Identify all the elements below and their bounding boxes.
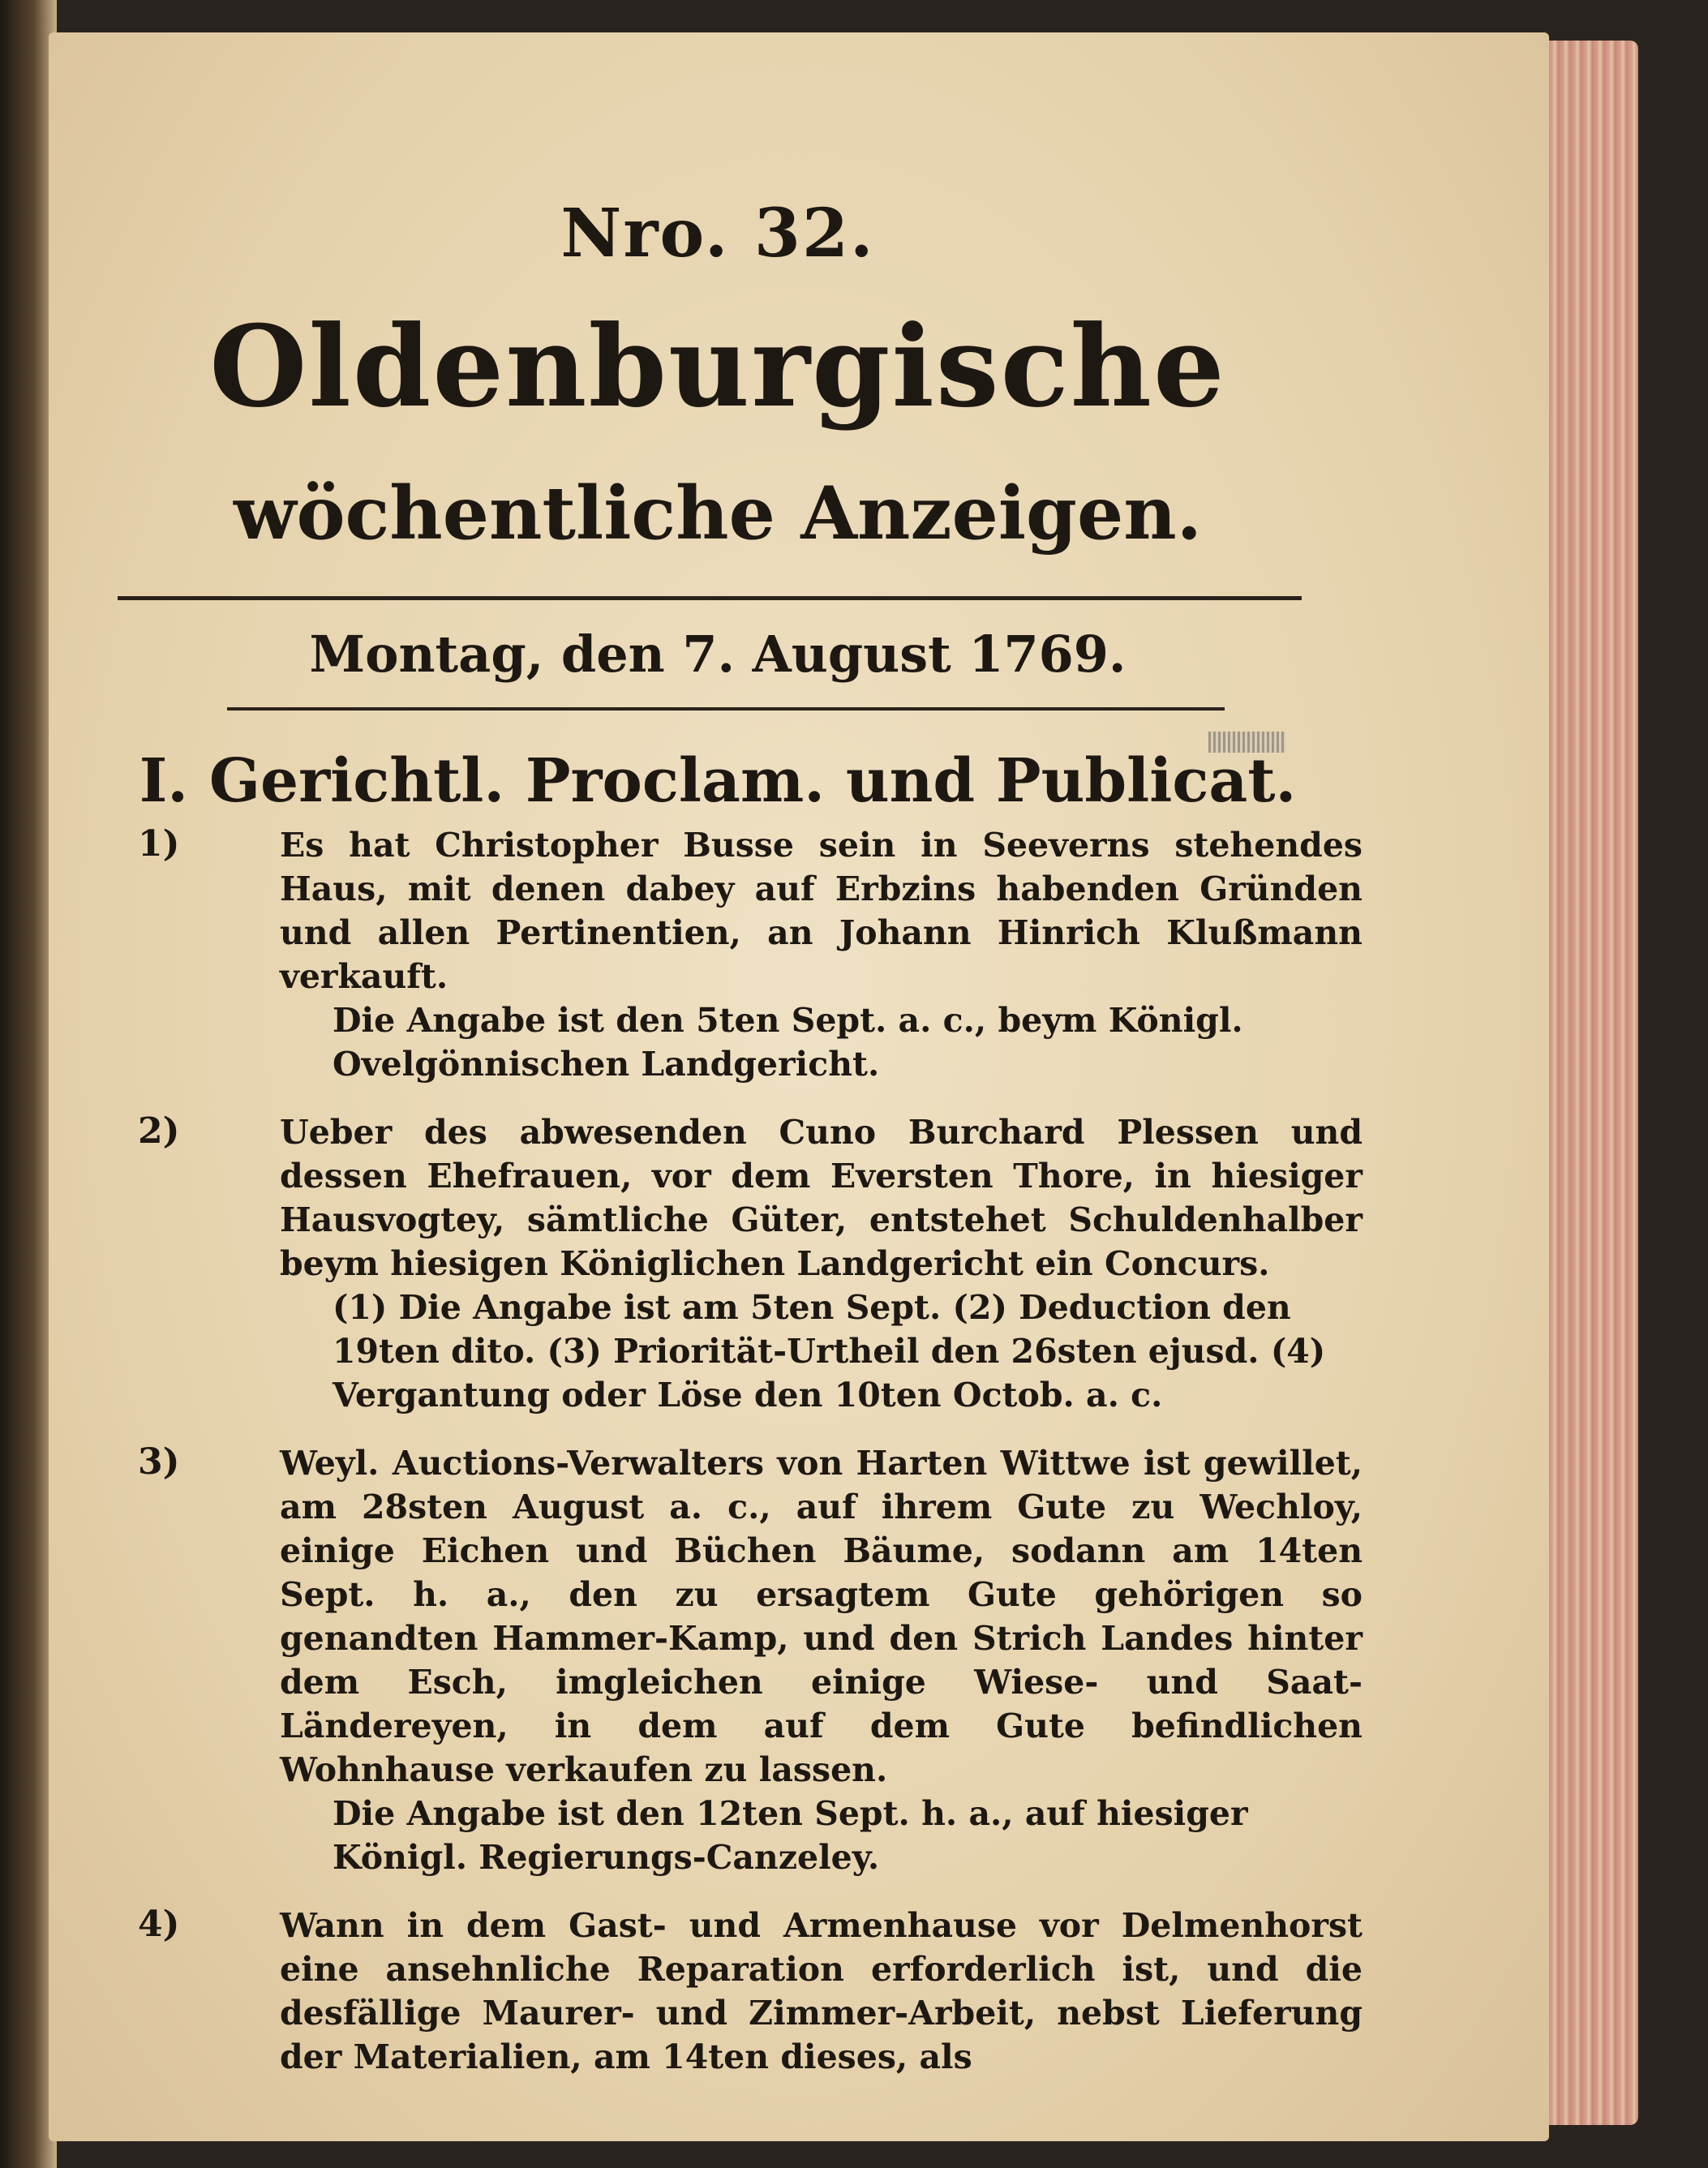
entry-note: (1) Die Angabe ist am 5ten Sept. (2) Deduction den 19ten dito. (3) Priorität-Urtheil den 26sten ejusd. (4) Vergantung oder Löse den 10ten Octob. a. c.	[333, 1288, 1326, 1415]
issue-date: Montag, den 7. August 1769.	[309, 625, 1127, 684]
entry-text: Weyl. Auctions-Verwalters von Harten Wittwe ist gewillet, am 28sten August a. c., auf ihrem Gute zu Wechloy, einige Eichen und Büchen Bäume, sodann am 14ten Sept. h. a., den zu ersagtem Gute gehörigen so genandten Hammer-Kamp, und den Strich Landes hinter dem Esch, imgleichen einige Wiese- und Saat-Ländereyen, in dem auf dem Gute befindlichen Wohnhause verkaufen zu lassen.	[280, 1444, 1363, 1789]
entry-text: Wann in dem Gast- und Armenhause vor Delmenhorst eine ansehnliche Reparation erforderlich ist, und die desfällige Maurer- und Zimmer-Arbeit, nebst Lieferung der Materialien, am 14ten dieses, als	[280, 1906, 1363, 2076]
entry-note: Die Angabe ist den 12ten Sept. h. a., auf hiesiger Königl. Regierungs-Canzeley.	[333, 1794, 1248, 1877]
entry-note: Die Angabe ist den 5ten Sept. a. c., beym Königl. Ovelgönnischen Landgericht.	[333, 1001, 1243, 1084]
issue-number: Nro. 32.	[560, 195, 875, 273]
entry-text: Es hat Christopher Busse sein in Seeverns stehendes Haus, mit denen dabey auf Erbzins habenden Gründen und allen Pertinentien, an Johann Hinrich Klußmann verkauft.	[280, 826, 1363, 996]
divider-rule	[227, 707, 1225, 711]
entry-number: 4)	[138, 1904, 180, 1945]
list-item	[138, 1904, 1363, 2079]
entry-list	[138, 823, 1363, 2103]
entry-number: 2)	[138, 1110, 180, 1152]
newspaper-page	[49, 32, 1549, 2141]
list-item	[138, 1110, 1363, 1417]
section-heading: I. Gerichtl. Proclam. und Publicat.	[139, 746, 1297, 816]
entry-text: Ueber des abwesenden Cuno Burchard Plessen und dessen Ehefrauen, vor dem Eversten Thore, in hiesiger Hausvogtey, sämtliche Güter, entstehet Schuldenhalber beym hiesigen Königlichen Landgericht ein Concurs.	[280, 1113, 1363, 1283]
list-item	[138, 823, 1363, 1086]
masthead-subtitle: wöchentliche Anzeigen.	[234, 470, 1202, 556]
list-item	[138, 1441, 1363, 1879]
entry-number: 3)	[138, 1441, 180, 1483]
entry-number: 1)	[138, 823, 180, 865]
divider-rule	[118, 596, 1302, 600]
masthead-title: Oldenburgische	[209, 300, 1226, 432]
